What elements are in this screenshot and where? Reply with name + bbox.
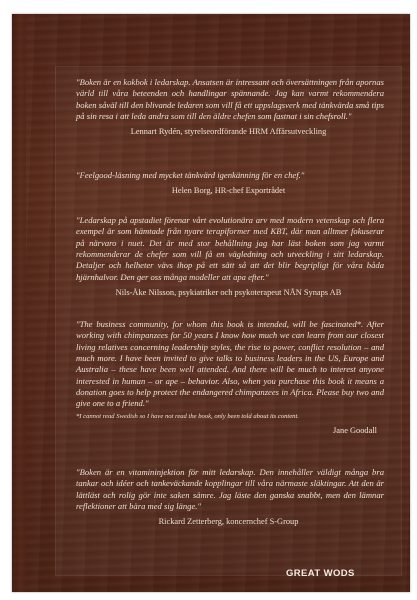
review-author: Lennart Rydén, styrelseordförande HRM Affärsutveckling — [130, 127, 327, 137]
review-2 — [56, 170, 401, 196]
book-back-cover — [12, 14, 410, 592]
review-3 — [56, 215, 401, 298]
review-author: Rickard Zetterberg, koncernchef S-Group — [158, 517, 299, 527]
spine-edge — [12, 14, 26, 592]
review-4 — [56, 319, 401, 436]
review-footnote: *I cannot read Swedish so I have not read the book, only been told about its content. — [76, 412, 299, 420]
review-5 — [56, 467, 401, 527]
review-quote: "Boken är en vitamininjektion för mitt ledarskap. Den innehåller väldigt många bra tankar och idéer och tankeväckande kopplingar till våra närmaste släktingar. Att den är lättläst och rolig gör inte saken sämre. Jag läste den ganska snabbt, men den lämnar reflektioner att bära med sig länge." — [76, 467, 384, 512]
review-1 — [56, 77, 401, 137]
review-quote: "Feelgood-läsning med mycket tänkvärd igenkänning för en chef." — [76, 170, 305, 180]
review-author: Jane Goodall — [333, 426, 377, 436]
review-quote: "Ledarskap på apstadiet förenar vårt evolutionära arv med modern vetenskap och flera exempel är som hämtade från nyare terapiformer med KBT, där man alltmer fokuserar på närvaro i nuet. Det är med stor behållning jag har läst boken som jag varmt rekommenderar de chefer som vill få en vägledning och utveckling i sitt ledarskap. Detaljer och helheter vävs ihop på ett sätt så att det blir begripligt för våra båda hjärnhalvor. Den ger oss många modeller att apa efter." — [76, 215, 384, 282]
reviews-panel — [55, 66, 402, 576]
publisher-logo: GREAT WODS — [286, 568, 355, 579]
review-author: Nils-Åke Nilsson, psykiatriker och psykoterapeut NÅN Synaps AB — [115, 288, 342, 298]
review-author: Helen Borg, HR-chef Exportrådet — [171, 186, 286, 196]
review-quote: "Boken är en kokbok i ledarskap. Ansatsen är intressant och översättningen från apornas värld till våra beteenden och handlingar spännande. Jag kan varmt rekommendera boken såväl till den blivande ledaren som vill få ett uppslagsverk med tänkvärda små tips på sin resa i att leda andra som till den äldre chefen som fastnat i sin chefsroll." — [76, 77, 384, 122]
review-quote: "The business community, for whom this book is intended, will be fascinated*. After working with chimpanzees for 50 years I know how much we can learn from our closest living relatives concerning leadership styles, the rise to power, conflict resolution – and much more. I have been invited to give talks to business leaders in the US, Europe and Australia – these have been well attended. And there will be much to interest anyone interested in human – or ape – behavior. Also, when you purchase this book it means a donation goes to help protect the endangered chimpanzees in Africa. Please buy two and give one to a friend." — [76, 319, 384, 409]
